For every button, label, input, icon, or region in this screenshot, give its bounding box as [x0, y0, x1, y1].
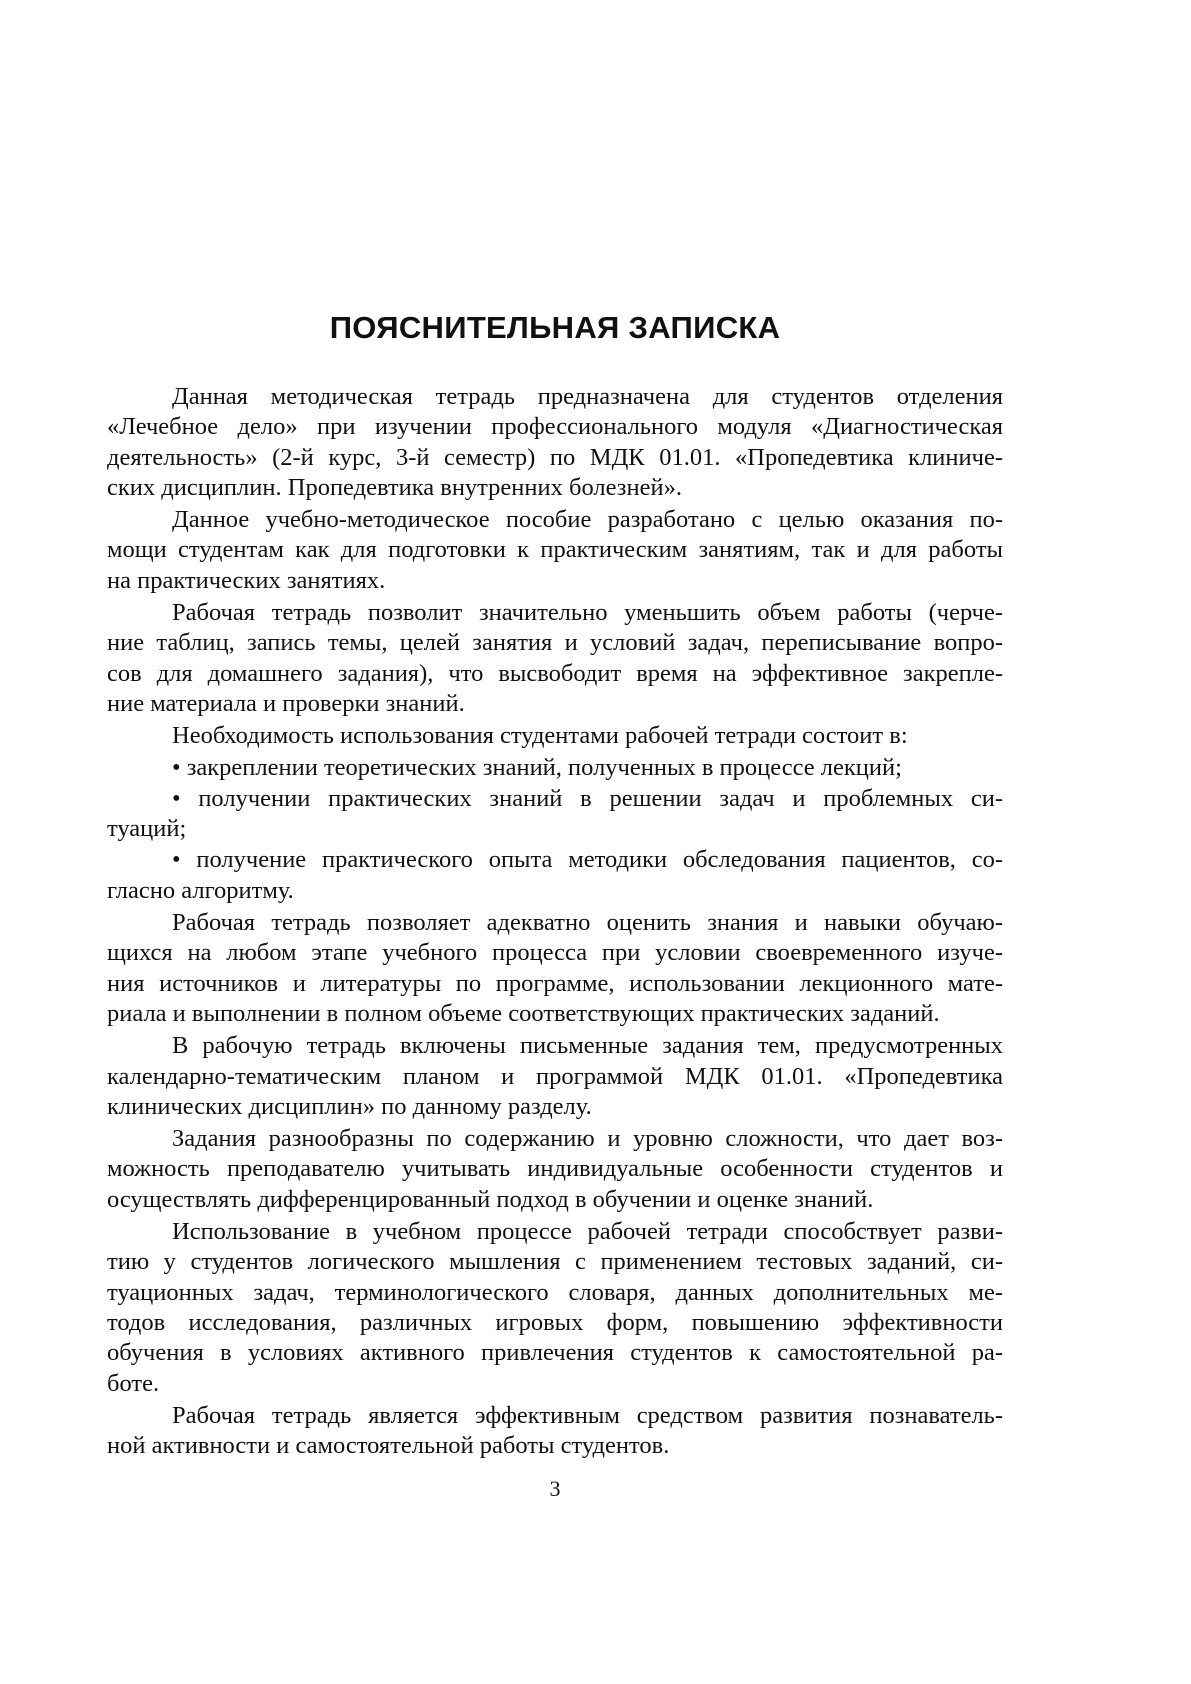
text-line: • получение практического опыта методики обследования пациентов, со-: [172, 846, 1003, 874]
text-line: «Лечебное дело» при изучении профессионального модуля «Диагностическая: [107, 413, 1003, 441]
text-line: календарно-тематическим планом и программой МДК 01.01. «Пропедевтика: [107, 1062, 1003, 1090]
paragraph: [107, 1401, 1003, 1462]
text-line: сов для домашнего задания), что высвободит время на эффективное закрепле-: [107, 659, 1003, 687]
text-line: боте.: [107, 1369, 160, 1397]
paragraph: [107, 1031, 1003, 1122]
document-body: [107, 380, 1003, 1461]
text-line: ских дисциплин. Пропедевтика внутренних болезней».: [107, 473, 682, 501]
paragraph: [107, 1124, 1003, 1215]
text-line: гласно алгоритму.: [107, 876, 294, 904]
text-line: туационных задач, терминологического словаря, данных дополнительных ме-: [107, 1278, 1003, 1306]
text-line: щихся на любом этапе учебного процесса при условии своевременного изуче-: [107, 939, 1003, 967]
paragraph: [107, 505, 1003, 596]
text-line: осуществлять дифференцированный подход в обучении и оценке знаний.: [107, 1185, 874, 1213]
text-line: Рабочая тетрадь позволяет адекватно оценить знания и навыки обучаю-: [172, 909, 1003, 937]
paragraph: [107, 1217, 1003, 1399]
paragraph: [107, 598, 1003, 719]
text-line: мощи студентам как для подготовки к практическим занятиям, так и для работы: [107, 536, 1003, 564]
paragraph: [107, 721, 1003, 751]
text-line: обучения в условиях активного привлечения студентов к самостоятельной ра-: [107, 1339, 1003, 1367]
bullet-item: [107, 845, 1003, 906]
bullet-item: [107, 784, 1003, 845]
text-line: туаций;: [107, 815, 187, 843]
text-line: риала и выполнении в полном объеме соответствующих практических заданий.: [107, 999, 940, 1027]
text-line: • закреплении теоретических знаний, полученных в процессе лекций;: [172, 753, 902, 781]
text-line: Использование в учебном процессе рабочей тетради способствует разви-: [172, 1218, 1003, 1246]
text-line: тодов исследования, различных игровых форм, повышению эффективности: [107, 1308, 1003, 1336]
text-line: ние таблиц, запись темы, целей занятия и условий задач, переписывание вопро-: [107, 629, 1003, 657]
text-line: Задания разнообразны по содержанию и уровню сложности, что дает воз-: [172, 1125, 1003, 1153]
text-line: Данное учебно-методическое пособие разработано с целью оказания по-: [172, 506, 1003, 534]
text-line: на практических занятиях.: [107, 566, 386, 594]
text-line: Рабочая тетрадь является эффективным средством развития познаватель-: [172, 1401, 1003, 1429]
page-title: ПОЯСНИТЕЛЬНАЯ ЗАПИСКА: [329, 310, 781, 345]
paragraph: [107, 382, 1003, 503]
text-line: • получении практических знаний в решении задач и проблемных си-: [172, 784, 1003, 812]
text-line: клинических дисциплин» по данному разделу.: [107, 1092, 592, 1120]
text-line: В рабочую тетрадь включены письменные задания тем, предусмотренных: [172, 1032, 1003, 1060]
bullet-item: [107, 753, 1003, 783]
text-line: ние материала и проверки знаний.: [107, 689, 465, 717]
text-line: Необходимость использования студентами рабочей тетради состоит в:: [172, 722, 908, 750]
paragraph: [107, 908, 1003, 1029]
text-line: ной активности и самостоятельной работы студентов.: [107, 1432, 670, 1460]
text-line: Рабочая тетрадь позволит значительно уменьшить объем работы (черче-: [172, 599, 1003, 627]
text-line: Данная методическая тетрадь предназначена для студентов отделения: [172, 383, 1003, 410]
page-number: 3: [549, 1476, 561, 1501]
text-line: тию у студентов логического мышления с применением тестовых заданий, си-: [107, 1248, 1003, 1276]
text-line: можность преподавателю учитывать индивидуальные особенности студентов и: [107, 1155, 1003, 1183]
text-line: ния источников и литературы по программе, использовании лекционного мате-: [107, 969, 1003, 997]
text-line: деятельность» (2-й курс, 3-й семестр) по МДК 01.01. «Пропедевтика клиниче-: [107, 443, 1003, 471]
